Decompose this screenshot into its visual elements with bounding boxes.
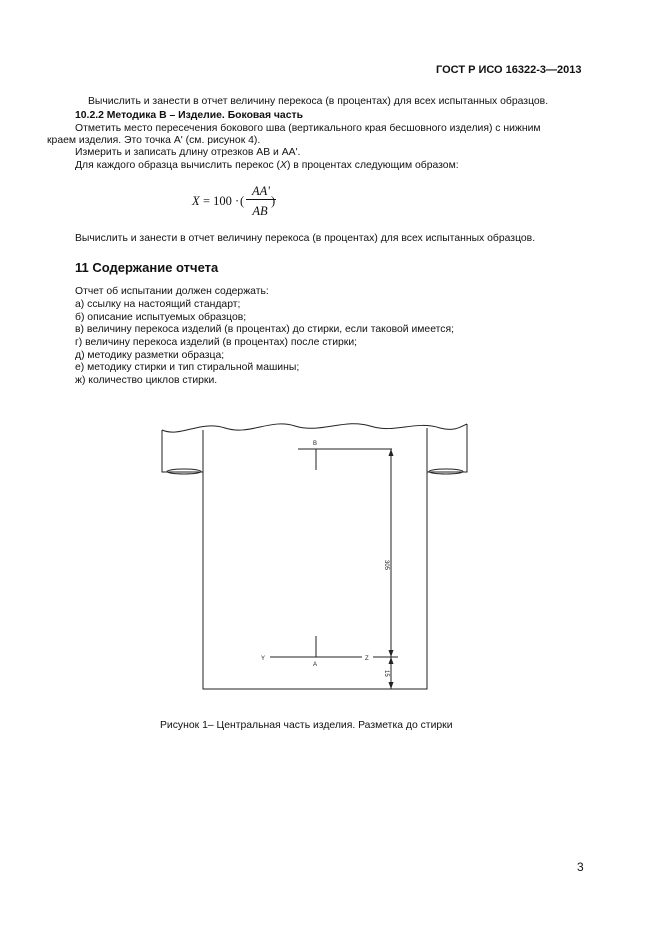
- formula-lhs: X: [192, 194, 200, 208]
- label-a: A: [313, 662, 318, 668]
- section-11-intro: Отчет об испытании должен содержать:: [75, 286, 269, 297]
- page-number: 3: [577, 860, 584, 874]
- list-item: е) методику стирки и тип стиральной машины;: [75, 362, 300, 373]
- label-z: Z: [365, 656, 369, 662]
- dim-arrow: [389, 449, 394, 456]
- label-b: B: [313, 441, 318, 447]
- list-item: д) методику разметки образца;: [75, 350, 225, 361]
- figure-caption: Рисунок 1– Центральная часть изделия. Разметка до стирки: [160, 720, 453, 731]
- section-11-title: 11 Содержание отчета: [75, 260, 219, 275]
- label-dim-long: 305: [383, 560, 389, 571]
- list-item: г) величину перекоса изделий (в процентах) после стирки;: [75, 337, 358, 348]
- right-sleeve: [427, 424, 467, 472]
- left-sleeve: [162, 430, 203, 472]
- paragraph-line: Измерить и записать длину отрезков АВ и АА'.: [75, 147, 301, 158]
- record-instruction-2: Вычислить и занести в отчет величину перекоса (в процентах) для всех испытанных образцов.: [75, 233, 536, 244]
- label-y: Y: [261, 656, 266, 662]
- dim-arrow: [389, 650, 394, 657]
- list-item: а) ссылку на настоящий стандарт;: [75, 299, 241, 310]
- list-item: в) величину перекоса изделий (в процентах) до стирки, если таковой имеется;: [75, 324, 454, 335]
- list-item: б) описание испытуемых образцов;: [75, 312, 247, 323]
- label-dim-short: 15: [383, 670, 389, 677]
- formula-numerator: AA': [252, 184, 270, 198]
- paragraph-line: Отметить место пересечения бокового шва (вертикального края бесшовного изделия) с нижним: [75, 123, 541, 134]
- record-instruction-1: Вычислить и занести в отчет величину перекоса (в процентах) для всех испытанных образцов.: [88, 96, 549, 107]
- paragraph-line: краем изделия. Это точка А' (см. рисунок 4).: [47, 135, 261, 146]
- document-header: ГОСТ Р ИСО 16322-3—2013: [436, 64, 582, 76]
- formula-multiplier: = 100 ·: [203, 194, 240, 208]
- section-10-2-2-title: 10.2.2 Методика В – Изделие. Боковая часть: [75, 110, 303, 121]
- formula-denominator: AB: [252, 204, 268, 218]
- formula-close-paren: ): [271, 194, 276, 208]
- dim-arrow: [389, 657, 394, 664]
- formula-open-paren: (: [240, 194, 245, 208]
- paragraph-line: Для каждого образца вычислить перекос (X) в процентах следующим образом:: [75, 160, 459, 171]
- list-item: ж) количество циклов стирки.: [75, 375, 218, 386]
- dim-arrow: [389, 682, 394, 689]
- cut-edge: [162, 424, 467, 432]
- garment-body: [203, 428, 427, 689]
